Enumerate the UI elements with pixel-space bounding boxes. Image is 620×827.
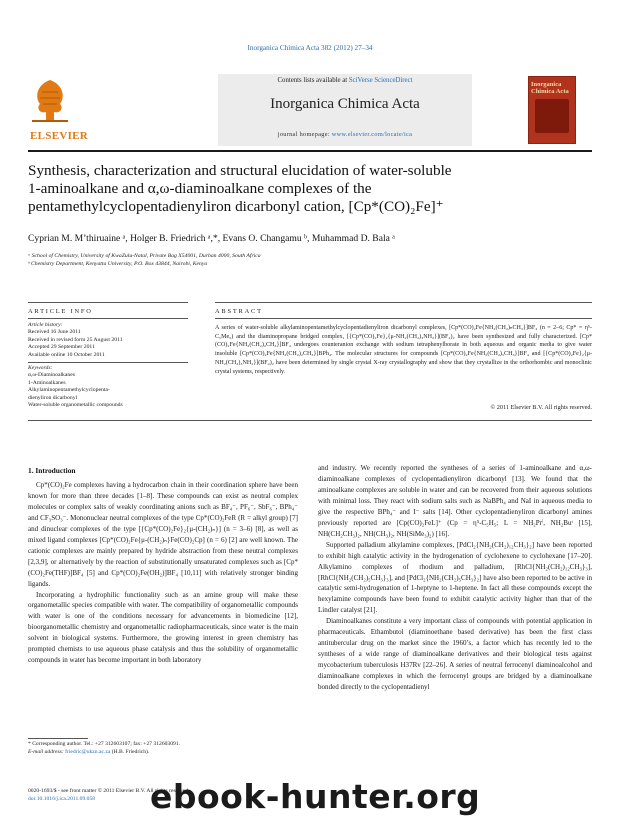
- keywords-block: [28, 365, 188, 409]
- email-suffix: (H.B. Friedrich).: [110, 748, 150, 755]
- journal-title: Inorganica Chimica Acta: [270, 96, 420, 112]
- keyword: α,ω-Diaminoalkanes: [28, 372, 75, 379]
- contents-line: [218, 77, 472, 84]
- homepage-prefix: journal homepage:: [277, 131, 332, 138]
- journal-homepage: [218, 131, 472, 138]
- cover-artwork: [535, 99, 569, 133]
- article-info-rule-2: [28, 318, 188, 319]
- article-info-heading: ARTICLE INFO: [28, 308, 93, 315]
- footnote-rule: [28, 738, 88, 739]
- paragraph: Diaminoalkanes constitute a very important class of compounds with potential application in pharmaceuticals. Ethambutol (diaminoethane based derivative) has been the first class antitubercular drug on the market since the 1960’s, a factor which has recently led to the syntheses of a wide range of diaminoalkane derivatives and their biological tests against mycobacterium tuberculosis H37Rv [22–26]. A series of neutral ferrocenyl diaminoalcohol and diaminoalkane complexes in which the ferrocenyl groups are bridged by a diaminoalkane bonded directly to the cyclopentadienyl: [318, 617, 592, 692]
- contents-prefix: Contents lists available at: [277, 77, 349, 84]
- title-line-2: 1-aminoalkane and α,ω-diaminoalkane complexes of the: [28, 180, 372, 197]
- keywords-rule: [28, 362, 188, 363]
- affiliation-a: ᵃ School of Chemistry, University of KwaZulu-Natal, Private Bag X54001, Durban 4000, South Africa: [28, 253, 261, 259]
- abstract-text: A series of water-soluble alkylaminopentamethylcyclopentadienyliron dicarbonyl complexes, [Cp*(CO)₂Fe{NH₂(CH₂)ₙCH₃}]BF₄ (n = 2–6; Cp* = η⁵-C₅Me₅) and the diaminopropane bridged complex, [{Cp*(CO)₂Fe}₂{μ-NH₂(CH₂)₃NH₂}](BF₄)₂ have been synthesized and fully characterized. [Cp*(CO)₂Fe{NH₂(CH₂)₂CH₃}]BF₄ undergoes counteranion exchange with sodium tetraphenylborate in both aqueous and organic media to give water insoluble [Cp*(CO)₂Fe{NH₂(CH₂)₂CH₃}]BPh₄. The molecular structures for compounds [Cp*(CO)₂Fe{NH₂(CH₂)₅CH₃}]BF₄ and [{Cp*(CO)₂Fe}₂{μ-NH₂(CH₂)₃NH₂}](BF₄)₂ have been determined by single crystal X-ray crystallography and show that they crystallize in the orthorhombic and monoclinic crystal systems, respectively.: [215, 325, 592, 375]
- paragraph: Cp*(CO)₂Fe complexes having a hydrocarbon chain in their coordination sphere have been known for more than three decades [1–8]. These compounds can exist as neutral complex molecules or complex salts of weakly coordinating anions such as BF₄⁻, PF₆⁻, SbF₆⁻, BPh₄⁻ and CF₃SO₃⁻. Mononuclear neutral complexes of the type Cp*(CO)₂FeR (R = alkyl group) [7] and dinuclear complexes of the type [{Cp*(CO)₂Fe}₂{μ-(CH₂)ₙ}] (n = 3–6) [8], as well as mixed ligand complexes [Cp*(CO)₂Fe{μ-(CH₂)ₙ}Fe(CO)₂Cp] (n = 6) [2] are well known. The cationic complexes are mainly prepared by hydride abstraction from these neutral complexes [2,3,9], or alternatively by the reaction of substitutionally unsaturated complexes such as [Cp*(CO)₂Fe(THF)]BF₄ [5] and Cp*(CO)₂Fe(OH₂)]BF₄ [10,11] with relatively stronger binding ligands.: [28, 481, 298, 588]
- abstract-bottom-rule: [28, 420, 592, 421]
- history-revised: Received in revised form 25 August 2011: [28, 336, 123, 343]
- history-received: Received 16 June 2011: [28, 329, 81, 336]
- paragraph: Incorporating a hydrophilic functionality such as an amine group will make these organometallic species compatible with water. The compatibility of organometallic compounds with water is one of the conditions necessary for advancements in biomedicine [12], bioorganometallic chemistry and organometallic radiopharmaceuticals, since water is the main solvent in biological systems. Furthermore, the growing interest in green chemistry has prompted chemists to use aqueous phase catalysis and thus the solubility of organometallic compounds in water has become important in both laboratory: [28, 590, 298, 665]
- section-heading-introduction: 1. Introduction: [28, 466, 76, 475]
- keyword: 1-Aminoalkanes: [28, 379, 66, 386]
- watermark-text: ebook-hunter.org: [150, 777, 481, 816]
- corresponding-author: * Corresponding author. Tel.: +27 312603107; fax: +27 312603091.: [28, 741, 181, 747]
- article-history: [28, 322, 188, 359]
- issn-line: 0020-1693/$ - see front matter © 2011 Elsevier B.V. All rights reserved.: [28, 788, 190, 794]
- homepage-link[interactable]: www.elsevier.com/locate/ica: [331, 131, 413, 138]
- cover-title: Inorganica Chimica Acta: [531, 81, 569, 95]
- history-label: Article history:: [28, 322, 63, 328]
- abstract-rule: [215, 302, 592, 303]
- body-column-left: [28, 480, 298, 666]
- article-title: [28, 162, 588, 216]
- publisher-logo-text: ELSEVIER: [30, 130, 89, 142]
- author-list: Cyprian M. M’thiruaine ᵃ, Holger B. Friedrich ᵃ,*, Evans O. Changamu ᵇ, Muhammad D. Bala ᵃ: [28, 233, 395, 244]
- history-accepted: Accepted 29 September 2011: [28, 344, 95, 351]
- journal-reference[interactable]: Inorganica Chimica Acta 382 (2012) 27–34: [247, 44, 373, 52]
- paragraph: and industry. We recently reported the syntheses of a series of 1-aminoalkane and α,ω-diaminoalkane complexes of cyclopentadienyliron dicarbonyl [13]. We found that the aminoalkane complexes are soluble in water and can be recovered from their aqueous solutions with minimal loss. They react with sodium salts such as NaBPh₄ and NaI in aqueous media to give the respective BPh₄⁻ and I⁻ salts [14]. Other cyclopentadienyliron dicarbonyl amines previously reported are [Cp(CO)₂FeL]⁺ (Cp = η⁵-C₅H₅; L = NH₂Prⁱ, NH₂Buᵗ [15], NH(CH₂CH₃)₂, NH(CH₃)₂, NH(SiMe₃)₂) [16].: [318, 464, 592, 538]
- abstract-rule-2: [215, 318, 592, 319]
- keyword: dienyliron dicarbonyl: [28, 394, 78, 401]
- article-info-rule: [28, 302, 188, 303]
- email-link[interactable]: friedric@ukzn.ac.za: [65, 748, 111, 755]
- corresponding-author-footnote: [28, 741, 298, 757]
- keyword: Water-soluble organometallic compounds: [28, 402, 123, 409]
- affiliation-b: ᵇ Chemistry Department, Kenyatta University, P.O. Box 43844, Nairobi, Kenya: [28, 261, 208, 267]
- doi-link[interactable]: doi:10.1016/j.ica.2011.09.058: [28, 795, 96, 802]
- title-line-3: pentamethylcyclopentadienyliron dicarbonyl cation, [Cp*(CO)₂Fe]⁺: [28, 198, 444, 215]
- abstract-heading: ABSTRACT: [215, 308, 263, 315]
- elsevier-tree-icon: [28, 74, 72, 126]
- journal-cover-image: [528, 76, 576, 144]
- paragraph: Supported palladium alkylamine complexes, [PdCl₂{NH₂(CH₂)₁₂CH₃}₂] have been reported to exhibit high catalytic activity in the hydrogenation of cyclohexene to cyclohexane [17–20]. Alkylamino complexes of rhodium and palladium, [RhCl{NH₂(CH₂)₁₂CH₃}₃], [RhCl{NH₂(CH₂)₅CH₃}₃], and [PdCl₂{NH₂(CH₂)₅CH₃}₂] have also been reported to be active in catalytic semi-hydrogenation of 1-heptyne to 1-heptene. In fact all these compounds except the hexylamine compounds have been found to exhibit catalytic activity higher than that of the Lindler catalyst [21].: [318, 540, 592, 615]
- keywords-label: Keywords:: [28, 365, 53, 371]
- keyword: Alkylaminopentamethylcyclopenta-: [28, 387, 110, 394]
- history-online: Available online 10 October 2011: [28, 351, 105, 358]
- copyright-notice: © 2011 Elsevier B.V. All rights reserved.: [490, 404, 592, 411]
- title-line-1: Synthesis, characterization and structural elucidation of water-soluble: [28, 162, 452, 179]
- header-divider: [28, 150, 592, 152]
- email-label: E-mail address:: [28, 748, 66, 755]
- sciencedirect-link[interactable]: SciVerse ScienceDirect: [348, 77, 413, 84]
- body-column-right: [318, 463, 592, 693]
